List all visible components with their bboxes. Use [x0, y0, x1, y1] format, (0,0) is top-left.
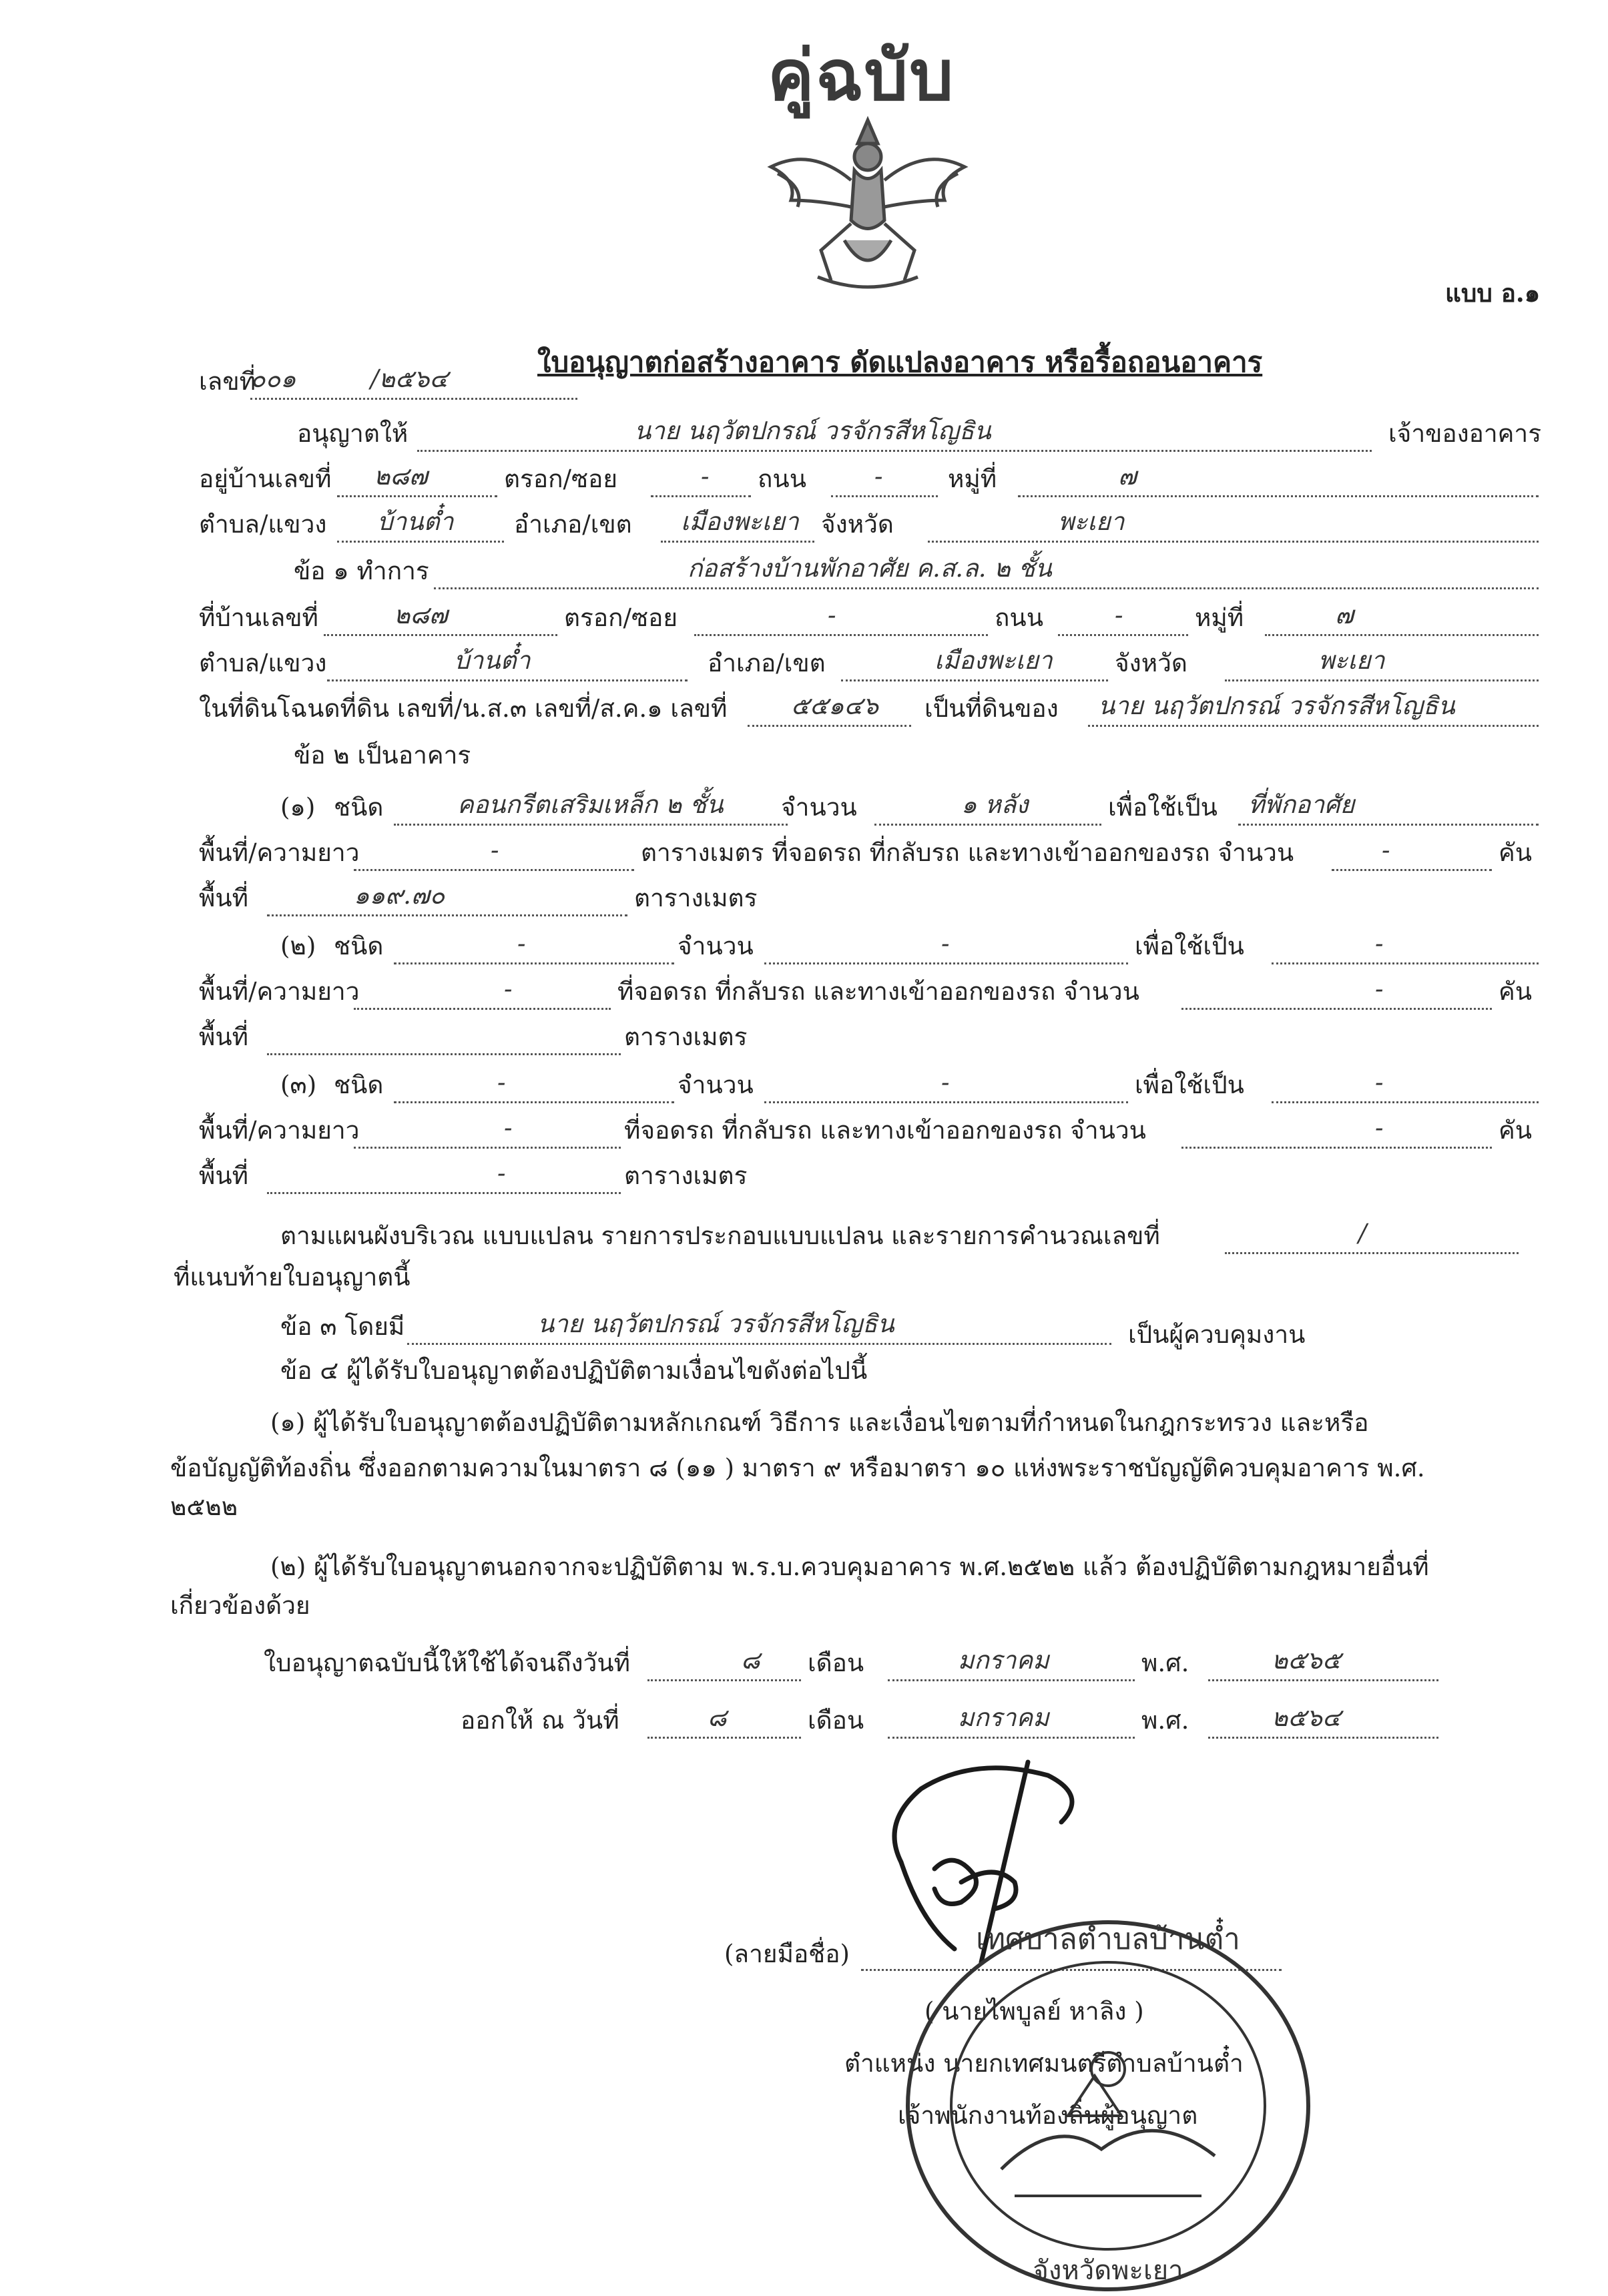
valid-month-label: เดือน: [808, 1649, 864, 1677]
b2-type-label: ชนิด: [334, 932, 384, 960]
issued-year: ๒๕๖๔: [1272, 1703, 1341, 1732]
condition2-line2: เกี่ยวข้องด้วย: [170, 1591, 310, 1620]
owner-name: นาย นฤวัตปกรณ์ วรจักรสีหโญธิน: [634, 416, 991, 445]
district-label: อำเภอ/เขต: [514, 510, 632, 539]
item1-road-label: ถนน: [995, 603, 1043, 632]
b1-area-label: พื้นที่: [199, 884, 249, 912]
item3-label: ข้อ ๓ โดยมี: [280, 1312, 405, 1341]
b1-length-label: พื้นที่/ความยาว: [199, 838, 360, 867]
permit-number: ๐๐๑: [250, 364, 296, 393]
b1-car-unit: คัน: [1499, 838, 1533, 867]
item1-alley-value: -: [828, 601, 836, 629]
item1-work: ก่อสร้างบ้านพักอาศัย ค.ส.ล. ๒ ชั้น: [688, 554, 1052, 583]
plan-number: /: [1358, 1219, 1367, 1247]
b1-count-label: จำนวน: [781, 793, 857, 822]
valid-year-label: พ.ศ.: [1141, 1649, 1189, 1677]
land-deed-number: ๕๕๑๔๖: [791, 691, 878, 720]
alley-value: -: [701, 462, 710, 491]
b1-use-value: ที่พักอาศัย: [1248, 790, 1355, 819]
seal-top-text: เทศบาลตำบลบ้านต๋ำ: [976, 1922, 1240, 1956]
owner-suffix: เจ้าของอาคาร: [1388, 419, 1542, 448]
b1-area-value: ๑๑๙.๗๐: [354, 881, 445, 910]
b2-count-label: จำนวน: [678, 932, 754, 960]
b3-use-value: -: [1375, 1068, 1384, 1097]
b1-number: (๑): [280, 793, 316, 822]
b1-sqm-unit: ตารางเมตร: [634, 884, 758, 912]
signer-position: ตำแหน่ง นายกเทศมนตรีตำบลบ้านต๋ำ: [844, 2049, 1244, 2078]
land-owner-label: เป็นที่ดินของ: [924, 694, 1059, 723]
item2-label: ข้อ ๒ เป็นอาคาร: [294, 741, 471, 770]
b3-length-label: พื้นที่/ความยาว: [199, 1116, 360, 1145]
valid-month: มกราคม: [958, 1646, 1049, 1675]
official-seal-stamp: [901, 1916, 1315, 2296]
b3-sqm-unit: ตารางเมตร: [624, 1161, 748, 1190]
condition1-line3: ๒๕๒๒: [170, 1492, 238, 1521]
inspector-suffix: เป็นผู้ควบคุมงาน: [1128, 1320, 1306, 1349]
district-value: เมืองพะเยา: [681, 507, 799, 536]
issued-day: ๘: [708, 1703, 727, 1732]
b1-count-value: ๑ หลัง: [961, 790, 1029, 819]
item1-house-label: ที่บ้านเลขที่: [199, 603, 318, 632]
condition1-line2: ข้อบัญญัติท้องถิ่น ซึ่งออกตามความในมาตรา ๘ (๑๑ ) มาตรา ๙ หรือมาตรา ๑๐ แห่งพระราชบัญญัติควบคุมอาคาร พ.ศ.: [170, 1454, 1425, 1482]
b1-parking-label: ตารางเมตร ที่จอดรถ ที่กลับรถ และทางเข้าออกของรถ จำนวน: [641, 838, 1294, 867]
b2-car-unit: คัน: [1499, 977, 1533, 1006]
item1-province-label: จังหวัด: [1115, 649, 1187, 677]
condition2-line1: (๒) ผู้ได้รับใบอนุญาตนอกจากจะปฏิบัติตาม พ.ร.บ.ควบคุมอาคาร พ.ศ.๒๕๒๒ แล้ว ต้องปฏิบัติตามกฎหมายอื่นที่: [270, 1552, 1429, 1581]
b1-type-value: คอนกรีตเสริมเหล็ก ๒ ชั้น: [457, 790, 724, 819]
item1-district-value: เมืองพะเยา: [934, 646, 1053, 675]
plan-text: ตามแผนผังบริเวณ แบบแปลน รายการประกอบแบบแปลน และรายการคำนวณเลขที่: [280, 1221, 1160, 1250]
subdistrict-label: ตำบล/แขวง: [199, 510, 327, 539]
b2-use-label: เพื่อใช้เป็น: [1135, 932, 1244, 960]
b1-use-label: เพื่อใช้เป็น: [1108, 793, 1218, 822]
inspector-name: นาย นฤวัตปกรณ์ วรจักรสีหโญธิน: [537, 1310, 894, 1338]
item1-province-value: พะเยา: [1318, 646, 1385, 675]
item1-subdistrict-label: ตำบล/แขวง: [199, 649, 327, 677]
b3-parking-value: -: [1375, 1113, 1384, 1142]
road-value: -: [874, 462, 883, 491]
b1-length-value: -: [491, 836, 499, 864]
land-deed-label: ในที่ดินโฉนดที่ดิน เลขที่/น.ส.๓ เลขที่/ส.ค.๑ เลขที่: [199, 694, 728, 723]
b2-parking-value: -: [1375, 974, 1384, 1003]
moo-label: หมู่ที่: [948, 465, 997, 493]
valid-day: ๘: [741, 1646, 760, 1675]
signature-label: (ลายมือชื่อ): [724, 1940, 850, 1968]
land-owner-name: นาย นฤวัตปกรณ์ วรจักรสีหโญธิน: [1098, 691, 1455, 720]
plan-attachment: ที่แนบท้ายใบอนุญาตนี้: [174, 1263, 411, 1292]
item1-house-number: ๒๘๗: [394, 601, 448, 629]
b3-use-label: เพื่อใช้เป็น: [1135, 1071, 1244, 1099]
subdistrict-value: บ้านต๋ำ: [377, 507, 454, 536]
b3-number: (๓): [280, 1071, 317, 1099]
valid-year: ๒๕๖๕: [1272, 1646, 1341, 1675]
b2-number: (๒): [280, 932, 316, 960]
b2-use-value: -: [1375, 929, 1384, 958]
b3-parking-label: ที่จอดรถ ที่กลับรถ และทางเข้าออกของรถ จำนวน: [624, 1116, 1146, 1145]
item1-road-value: -: [1115, 601, 1123, 629]
b2-parking-label: ที่จอดรถ ที่กลับรถ และทางเข้าออกของรถ จำนวน: [617, 977, 1139, 1006]
item1-district-label: อำเภอ/เขต: [708, 649, 826, 677]
road-label: ถนน: [758, 465, 806, 493]
item1-alley-label: ตรอก/ซอย: [564, 603, 678, 632]
b3-car-unit: คัน: [1499, 1116, 1533, 1145]
number-label: เลขที่: [199, 367, 256, 396]
document-title: ใบอนุญาตก่อสร้างอาคาร ดัดแปลงอาคาร หรือรื้อถอนอาคาร: [537, 346, 1263, 378]
issued-label: ออกให้ ณ วันที่: [461, 1706, 619, 1735]
b3-length-value: -: [504, 1113, 513, 1142]
province-value: พะเยา: [1058, 507, 1125, 536]
b2-type-value: -: [517, 929, 526, 958]
seal-bottom-text: จังหวัดพะเยา: [1033, 2255, 1183, 2286]
b2-area-label: พื้นที่: [199, 1023, 249, 1051]
item1-label: ข้อ ๑ ทำการ: [294, 557, 429, 585]
b3-area-value: -: [497, 1159, 506, 1187]
b1-type-label: ชนิด: [334, 793, 384, 822]
moo-value: ๗: [1118, 462, 1137, 491]
province-label: จังหวัด: [821, 510, 894, 539]
form-code: แบบ อ.๑: [1445, 278, 1541, 308]
house-number: ๒๘๗: [374, 462, 428, 491]
b3-count-label: จำนวน: [678, 1071, 754, 1099]
item4-label: ข้อ ๔ ผู้ได้รับใบอนุญาตต้องปฏิบัติตามเงื่อนไขดังต่อไปนี้: [280, 1356, 868, 1385]
copy-header: คู่ฉบับ: [768, 34, 955, 116]
b3-area-label: พื้นที่: [199, 1161, 249, 1190]
b3-type-label: ชนิด: [334, 1071, 384, 1099]
item1-subdistrict-value: บ้านต๋ำ: [454, 646, 531, 675]
item1-moo-value: ๗: [1335, 601, 1354, 629]
item1-moo-label: หมู่ที่: [1195, 603, 1244, 632]
issued-year-label: พ.ศ.: [1141, 1706, 1189, 1735]
valid-until-label: ใบอนุญาตฉบับนี้ให้ใช้ได้จนถึงวันที่: [264, 1649, 631, 1677]
alley-label: ตรอก/ซอย: [504, 465, 618, 493]
signer-role: เจ้าพนักงานท้องถิ่นผู้อนุญาต: [898, 2101, 1198, 2130]
grant-label: อนุญาตให้: [297, 419, 409, 448]
signer-name: ( นายไพบูลย์ หาลิง ): [924, 1997, 1144, 2026]
house-label: อยู่บ้านเลขที่: [199, 465, 332, 493]
b3-count-value: -: [941, 1068, 950, 1097]
b2-sqm-unit: ตารางเมตร: [624, 1023, 748, 1051]
b1-parking-value: -: [1382, 836, 1390, 864]
b2-count-value: -: [941, 929, 950, 958]
b2-length-label: พื้นที่/ความยาว: [199, 977, 360, 1006]
garuda-emblem-icon: [758, 107, 978, 300]
issued-month: มกราคม: [958, 1703, 1049, 1732]
condition1-line1: (๑) ผู้ได้รับใบอนุญาตต้องปฏิบัติตามหลักเกณฑ์ วิธีการ และเงื่อนไขตามที่กำหนดในกฎกระทรวง และหรือ: [270, 1408, 1369, 1437]
b2-length-value: -: [504, 974, 513, 1003]
b3-type-value: -: [497, 1068, 506, 1097]
permit-year: /๒๕๖๔: [370, 364, 449, 393]
issued-month-label: เดือน: [808, 1706, 864, 1735]
